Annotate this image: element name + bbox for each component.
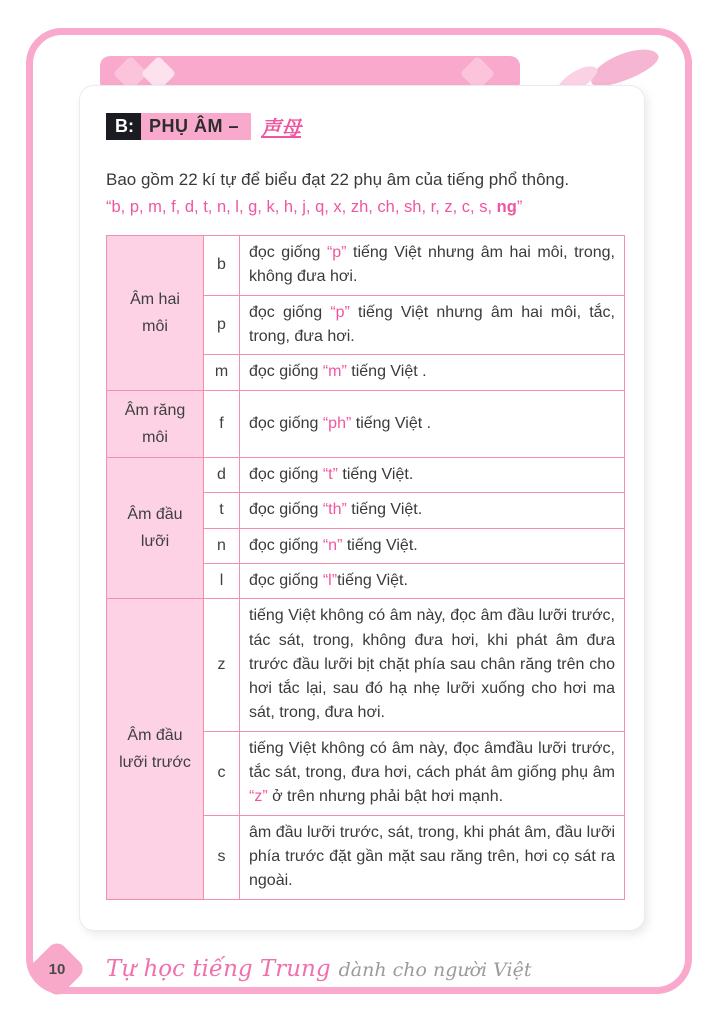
consonant-table-body [107, 236, 625, 900]
letter-cell: c [204, 731, 240, 815]
description-cell: đọc giống “n” tiếng Việt. [240, 528, 625, 563]
content-card [80, 86, 644, 930]
description-cell: tiếng Việt không có âm này, đọc âm đầu lưỡi trước, tác sát, trong, không đưa hơi, khi phát âm đưa trước đầu lưỡi bịt chặt phía sau chân răng trên cho hơi tắc lại, sau đó hạ nhẹ lưỡi xuống cho hơi ma sát, trong, đưa hơi. [240, 599, 625, 732]
letter-cell: m [204, 355, 240, 390]
group-cell: Âm hai môi [107, 236, 204, 391]
consonant-table [106, 235, 625, 900]
page-number-badge [27, 939, 86, 998]
group-cell: Âm đầu lưỡi trước [107, 599, 204, 899]
footer-brand: Tự học tiếng Trung [106, 956, 331, 982]
group-cell: Âm răng môi [107, 390, 204, 457]
letter-cell: l [204, 563, 240, 598]
description-cell: đọc giống “ph” tiếng Việt . [240, 390, 625, 457]
letter-cell: d [204, 457, 240, 492]
description-cell: tiếng Việt không có âm này, đọc âmđầu lưỡi trước, tắc sát, trong, đưa hơi, cách phát âm giống phụ âm “z” ở trên nhưng phải bật hơi mạnh. [240, 731, 625, 815]
description-cell: âm đầu lưỡi trước, sát, trong, khi phát âm, đầu lưỡi phía trước đặt gần mặt sau răng trên, hơi cọ sát ra ngoài. [240, 815, 625, 899]
footer-rest: dành cho người Việt [338, 959, 532, 981]
description-cell: đọc giống “p” tiếng Việt nhưng âm hai môi, trong, không đưa hơi. [240, 236, 625, 296]
letter-cell: t [204, 493, 240, 528]
letter-cell: f [204, 390, 240, 457]
description-cell: đọc giống “th” tiếng Việt. [240, 493, 625, 528]
section-title-text: PHỤ ÂM – [141, 113, 251, 140]
description-cell: đọc giống “m” tiếng Việt . [240, 355, 625, 390]
section-label: B: [106, 113, 141, 140]
group-cell: Âm đầu lưỡi [107, 457, 204, 598]
letter-cell: z [204, 599, 240, 732]
consonant-list: “b, p, m, f, d, t, n, l, g, k, h, j, q, x, zh, ch, sh, r, z, c, s, ng” [106, 198, 523, 216]
table-row [107, 236, 625, 296]
description-cell: đọc giống “p” tiếng Việt nhưng âm hai môi, tắc, trong, đưa hơi. [240, 295, 625, 355]
section-title [106, 110, 618, 142]
letter-cell: s [204, 815, 240, 899]
table-row [107, 390, 625, 457]
section-title-chinese: 声母 [261, 117, 302, 140]
footer-text [106, 956, 532, 982]
letter-cell: p [204, 295, 240, 355]
table-row [107, 599, 625, 732]
table-row [107, 457, 625, 492]
letter-cell: b [204, 236, 240, 296]
description-cell: đọc giống “l”tiếng Việt. [240, 563, 625, 598]
intro-text: Bao gồm 22 kí tự để biểu đạt 22 phụ âm của tiếng phổ thông. [106, 170, 570, 189]
letter-cell: n [204, 528, 240, 563]
description-cell: đọc giống “t” tiếng Việt. [240, 457, 625, 492]
page-number: 10 [48, 960, 66, 978]
